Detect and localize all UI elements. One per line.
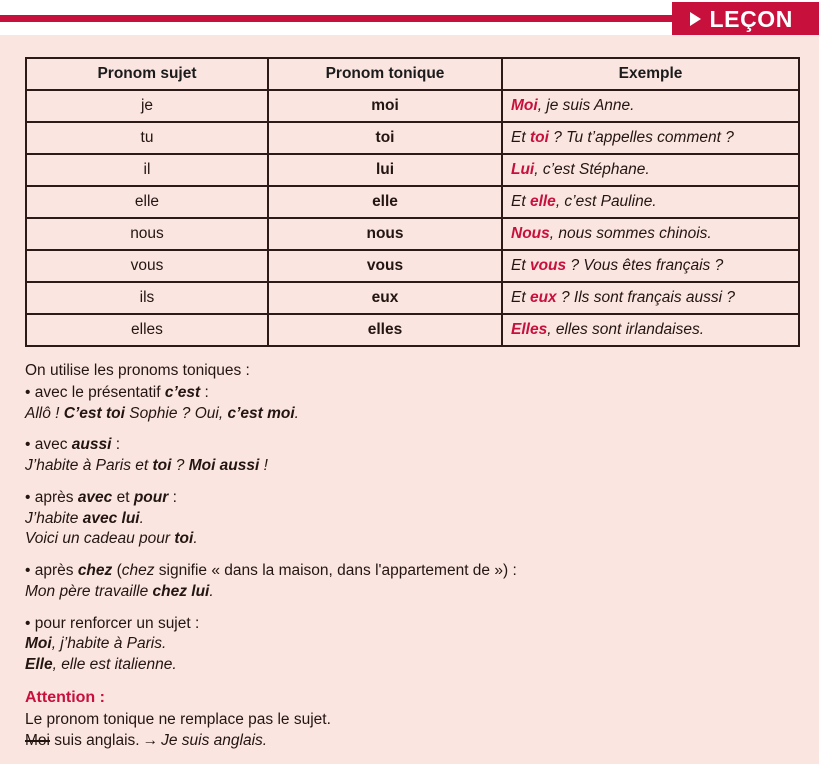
lesson-badge — [672, 2, 819, 38]
cell-tonic: moi — [268, 90, 502, 122]
usage-block-renforcer — [25, 614, 797, 676]
bullet-renforcer: • pour renforcer un sujet : — [25, 614, 200, 632]
bullet-avec-pour: • après avec et pour : — [25, 488, 177, 506]
usage-block-chez — [25, 561, 797, 603]
cell-example: Nous, nous sommes chinois. — [502, 218, 799, 250]
example-avec: J’habite avec lui. — [25, 509, 144, 527]
table-row — [26, 186, 799, 218]
example-chez: Mon père travaille chez lui. — [25, 582, 214, 600]
table-row — [26, 314, 799, 346]
example-renforcer-moi: Moi, j’habite à Paris. — [25, 635, 167, 653]
cell-tonic: vous — [268, 250, 502, 282]
header-rule — [0, 15, 700, 22]
cell-subject: elles — [26, 314, 268, 346]
attention-line-2: Moi suis anglais. → Je suis anglais. — [25, 732, 268, 750]
attention-heading: Attention : — [25, 688, 105, 706]
cell-subject: nous — [26, 218, 268, 250]
cell-subject: elle — [26, 186, 268, 218]
table-row — [26, 154, 799, 186]
pronoun-table — [25, 57, 800, 347]
cell-example: Et vous ? Vous êtes français ? — [502, 250, 799, 282]
cell-example: Moi, je suis Anne. — [502, 90, 799, 122]
cell-subject: il — [26, 154, 268, 186]
cell-subject: tu — [26, 122, 268, 154]
cell-example: Et eux ? Ils sont français aussi ? — [502, 282, 799, 314]
column-header-tonic: Pronom tonique — [268, 58, 502, 90]
table-header-row — [26, 58, 799, 90]
table-row — [26, 282, 799, 314]
cell-example: Et toi ? Tu t’appelles comment ? — [502, 122, 799, 154]
usage-block-aussi — [25, 435, 797, 477]
example-pour: Voici un cadeau pour toi. — [25, 530, 198, 548]
cell-subject: ils — [26, 282, 268, 314]
arrow-icon: → — [142, 732, 159, 750]
cell-subject: vous — [26, 250, 268, 282]
attention-line-1: Le pronom tonique ne remplace pas le sujet. — [25, 711, 331, 729]
cell-example: Elles, elles sont irlandaises. — [502, 314, 799, 346]
bullet-chez: • après chez (chez signifie « dans la maison, dans l'appartement de ») : — [25, 562, 517, 580]
column-header-subject: Pronom sujet — [26, 58, 268, 90]
play-triangle-icon — [690, 12, 701, 26]
lesson-badge-label: LEÇON — [709, 5, 793, 32]
header-strip — [0, 0, 819, 35]
cell-tonic: elles — [268, 314, 502, 346]
example-aussi: J’habite à Paris et toi ? Moi aussi ! — [25, 457, 268, 475]
table-row — [26, 90, 799, 122]
cell-tonic: elle — [268, 186, 502, 218]
table-row — [26, 218, 799, 250]
usage-block-avec-pour — [25, 488, 797, 550]
explanation-section — [25, 361, 797, 752]
usage-block-cest — [25, 383, 797, 425]
lesson-panel — [0, 35, 819, 764]
cell-tonic: toi — [268, 122, 502, 154]
cell-tonic: nous — [268, 218, 502, 250]
bullet-aussi: • avec aussi : — [25, 436, 121, 454]
table-row — [26, 250, 799, 282]
attention-block — [25, 687, 797, 752]
cell-example: Lui, c’est Stéphane. — [502, 154, 799, 186]
column-header-example: Exemple — [502, 58, 799, 90]
cell-subject: je — [26, 90, 268, 122]
bullet-cest: • avec le présentatif c’est : — [25, 383, 209, 401]
table-row — [26, 122, 799, 154]
example-cest: Allô ! C’est toi Sophie ? Oui, c’est moi. — [25, 404, 299, 422]
struck-word: Moi — [25, 732, 50, 750]
intro-line: On utilise les pronoms toniques : — [25, 362, 250, 379]
cell-tonic: lui — [268, 154, 502, 186]
example-renforcer-elle: Elle, elle est italienne. — [25, 656, 177, 674]
cell-tonic: eux — [268, 282, 502, 314]
cell-example: Et elle, c’est Pauline. — [502, 186, 799, 218]
